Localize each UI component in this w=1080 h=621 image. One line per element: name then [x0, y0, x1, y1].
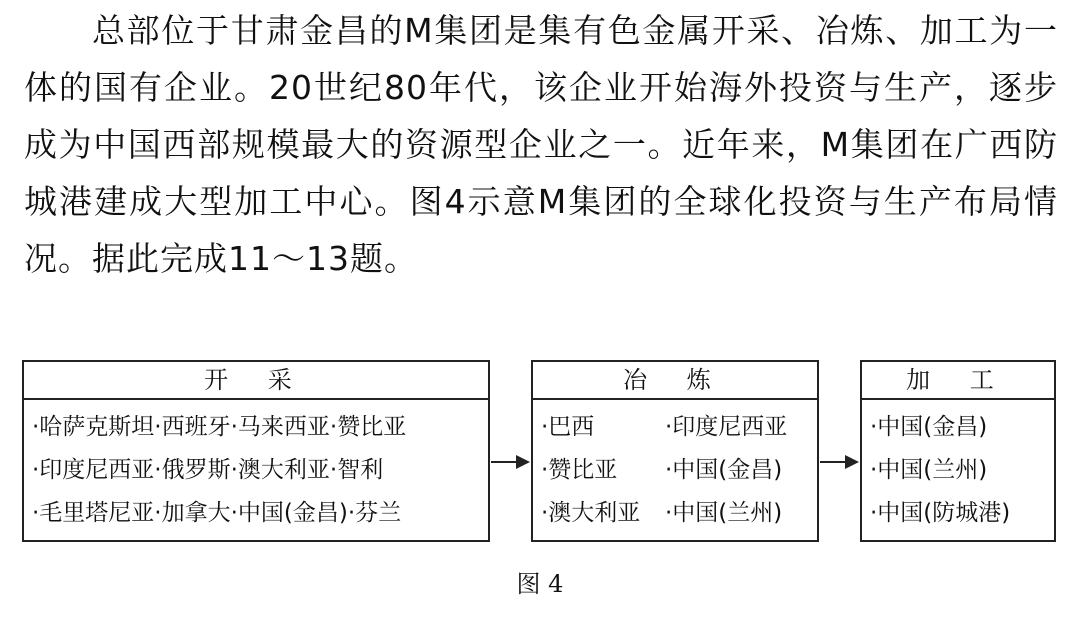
- mining-box: [22, 360, 490, 542]
- smelting-box: [531, 360, 819, 542]
- mining-row-3: ·毛里塔尼亚·加拿大·中国(金昌)·芬兰: [32, 500, 402, 526]
- passage-text: 总部位于甘肃金昌的M集团是集有色金属开采、冶炼、加工为一体的国有企业。20世纪80年代，该企业开始海外投资与生产，逐步成为中国西部规模最大的资源型企业之一。近年来，M集团在广西防城港建成大型加工中心。图4示意M集团的全球化投资与生产布局情况。据此完成11～13题。: [24, 11, 1058, 278]
- processing-row-1: ·中国(金昌): [870, 414, 988, 440]
- smelting-title: 冶 炼: [533, 362, 817, 400]
- smelting-left-1: ·巴西: [541, 414, 595, 440]
- smelting-col-right: [665, 406, 787, 535]
- smelting-left-2: ·赞比亚: [541, 457, 618, 483]
- smelting-right-3: ·中国(兰州): [665, 500, 783, 526]
- arrow-smelting-to-processing: [820, 461, 848, 463]
- mining-title: 开 采: [24, 362, 488, 400]
- arrow-mining-to-smelting-head: [516, 455, 530, 469]
- mining-row-2: ·印度尼西亚·俄罗斯·澳大利亚·智利: [32, 457, 384, 483]
- question-passage: [24, 2, 1058, 287]
- processing-row-2: ·中国(兰州): [870, 457, 988, 483]
- smelting-right-2: ·中国(金昌): [665, 457, 783, 483]
- smelting-right-1: ·印度尼西亚: [665, 414, 788, 440]
- arrow-mining-to-smelting: [491, 461, 519, 463]
- mining-list: [24, 400, 488, 535]
- processing-box: [860, 360, 1056, 542]
- mining-row-1: ·哈萨克斯坦·西班牙·马来西亚·赞比亚: [32, 414, 407, 440]
- processing-title: 加 工: [862, 362, 1054, 400]
- smelting-col-left: [541, 406, 665, 535]
- processing-row-3: ·中国(防城港): [870, 500, 1011, 526]
- figure-caption: 图 4: [516, 570, 564, 598]
- arrow-smelting-to-processing-head: [845, 455, 859, 469]
- smelting-left-3: ·澳大利亚: [541, 500, 641, 526]
- processing-list: [862, 400, 1054, 535]
- smelting-list: [533, 400, 817, 535]
